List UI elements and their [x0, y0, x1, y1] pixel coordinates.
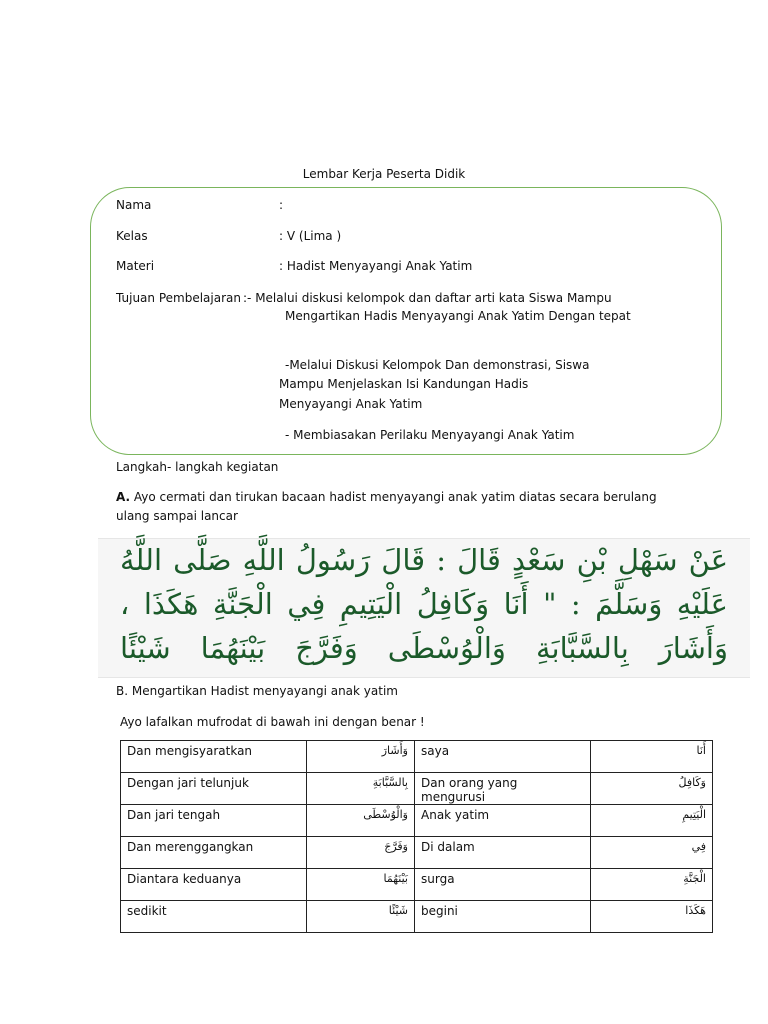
- section-b-instruction: Ayo lafalkan mufrodat di bawah ini dengan benar !: [120, 715, 425, 729]
- tujuan-point2-line1: -Melalui Diskusi Kelompok Dan demonstrasi, Siswa: [285, 358, 590, 372]
- vocab-meaning-left: sedikit: [121, 901, 307, 933]
- hadith-line-1: عَنْ سَهْلِ بْنِ سَعْدٍ قَالَ : قَالَ رَسُولُ اللَّهِ صَلَّى اللَّهُ: [120, 543, 728, 577]
- vocab-arabic-left-text: بَيْنَهُمَا: [383, 872, 408, 885]
- vocab-meaning-right: surga: [415, 869, 591, 901]
- vocab-meaning-left: Dan merenggangkan: [121, 837, 307, 869]
- vocab-arabic-left-text: وَأَشَارَ: [381, 744, 408, 757]
- tujuan-line2: Mengartikan Hadis Menyayangi Anak Yatim Dengan tepat: [285, 309, 631, 323]
- vocab-arabic-left-text: وَالْوُسْطَى: [363, 808, 408, 821]
- hadith-line-3: وَأَشَارَ بِالسَّبَّابَةِ وَالْوُسْطَى وَفَرَّجَ بَيْنَهُمَا شَيْئًا: [120, 631, 728, 665]
- tujuan-label: Tujuan Pembelajaran: [116, 291, 241, 305]
- vocab-arabic-right: [591, 837, 713, 869]
- tujuan-point2-line3: Menyayangi Anak Yatim: [279, 397, 423, 411]
- vocab-arabic-right: [591, 869, 713, 901]
- section-a-line2: ulang sampai lancar: [116, 509, 238, 523]
- vocab-arabic-right: [591, 741, 713, 773]
- table-row: [121, 869, 713, 901]
- section-b-heading: B. Mengartikan Hadist menyayangi anak yatim: [116, 684, 398, 698]
- tujuan-line1: :- Melalui diskusi kelompok dan daftar arti kata Siswa Mampu: [243, 291, 612, 305]
- section-a-text: Ayo cermati dan tirukan bacaan hadist menyayangi anak yatim diatas secara berulang: [133, 490, 657, 504]
- steps-heading: Langkah- langkah kegiatan: [116, 460, 279, 474]
- vocab-meaning-right: saya: [415, 741, 591, 773]
- table-row: [121, 837, 713, 869]
- vocab-meaning-left: Diantara keduanya: [121, 869, 307, 901]
- vocab-arabic-right: [591, 901, 713, 933]
- vocab-arabic-left: [307, 837, 415, 869]
- section-a-marker: A.: [116, 490, 131, 504]
- vocab-arabic-right-text: الْجَنَّةِ: [683, 872, 706, 885]
- vocab-arabic-left: [307, 773, 415, 805]
- hadith-text-panel: [98, 538, 750, 678]
- nama-value: :: [279, 198, 284, 212]
- materi-label: Materi: [116, 259, 155, 273]
- table-row: [121, 901, 713, 933]
- vocab-arabic-left-text: شَيْئًا: [388, 904, 408, 917]
- vocab-arabic-right-text: فِي: [691, 840, 706, 853]
- hadith-line-2: عَلَيْهِ وَسَلَّمَ : " أَنَا وَكَافِلُ الْيَتِيمِ فِي الْجَنَّةِ هَكَذَا ،: [120, 587, 728, 621]
- vocab-arabic-right-text: أَنَا: [696, 744, 706, 757]
- vocab-arabic-right-text: هَكَذَا: [685, 904, 706, 917]
- vocab-meaning-left: Dengan jari telunjuk: [121, 773, 307, 805]
- kelas-value: : V (Lima ): [279, 229, 342, 243]
- vocab-meaning-right: Anak yatim: [415, 805, 591, 837]
- vocab-arabic-left: [307, 805, 415, 837]
- vocab-arabic-left-text: وَفَرَّجَ: [384, 840, 408, 853]
- tujuan-point2-line2: Mampu Menjelaskan Isi Kandungan Hadis: [279, 377, 529, 391]
- vocab-meaning-left: Dan mengisyaratkan: [121, 741, 307, 773]
- vocab-arabic-right-text: وَكَافِلُ: [678, 776, 706, 789]
- section-a-line1: [116, 488, 657, 506]
- vocab-meaning-right: Di dalam: [415, 837, 591, 869]
- kelas-label: Kelas: [116, 229, 148, 243]
- vocab-arabic-right-text: الْيَتِيمِ: [682, 808, 706, 821]
- vocab-meaning-right: Dan orang yang mengurusi: [415, 773, 591, 805]
- vocabulary-table: [120, 740, 713, 933]
- materi-value: : Hadist Menyayangi Anak Yatim: [279, 259, 473, 273]
- table-row: [121, 773, 713, 805]
- vocab-arabic-right: [591, 773, 713, 805]
- vocab-arabic-left: [307, 869, 415, 901]
- nama-label: Nama: [116, 198, 152, 212]
- table-row: [121, 805, 713, 837]
- vocab-arabic-right: [591, 805, 713, 837]
- vocab-meaning-right: begini: [415, 901, 591, 933]
- tujuan-point3: - Membiasakan Perilaku Menyayangi Anak Yatim: [285, 428, 575, 442]
- vocab-arabic-left-text: بِالسَّبَّابَةِ: [372, 776, 408, 789]
- vocab-meaning-left: Dan jari tengah: [121, 805, 307, 837]
- vocab-arabic-left: [307, 901, 415, 933]
- worksheet-title: Lembar Kerja Peserta Didik: [302, 167, 466, 181]
- vocab-arabic-left: [307, 741, 415, 773]
- table-row: [121, 741, 713, 773]
